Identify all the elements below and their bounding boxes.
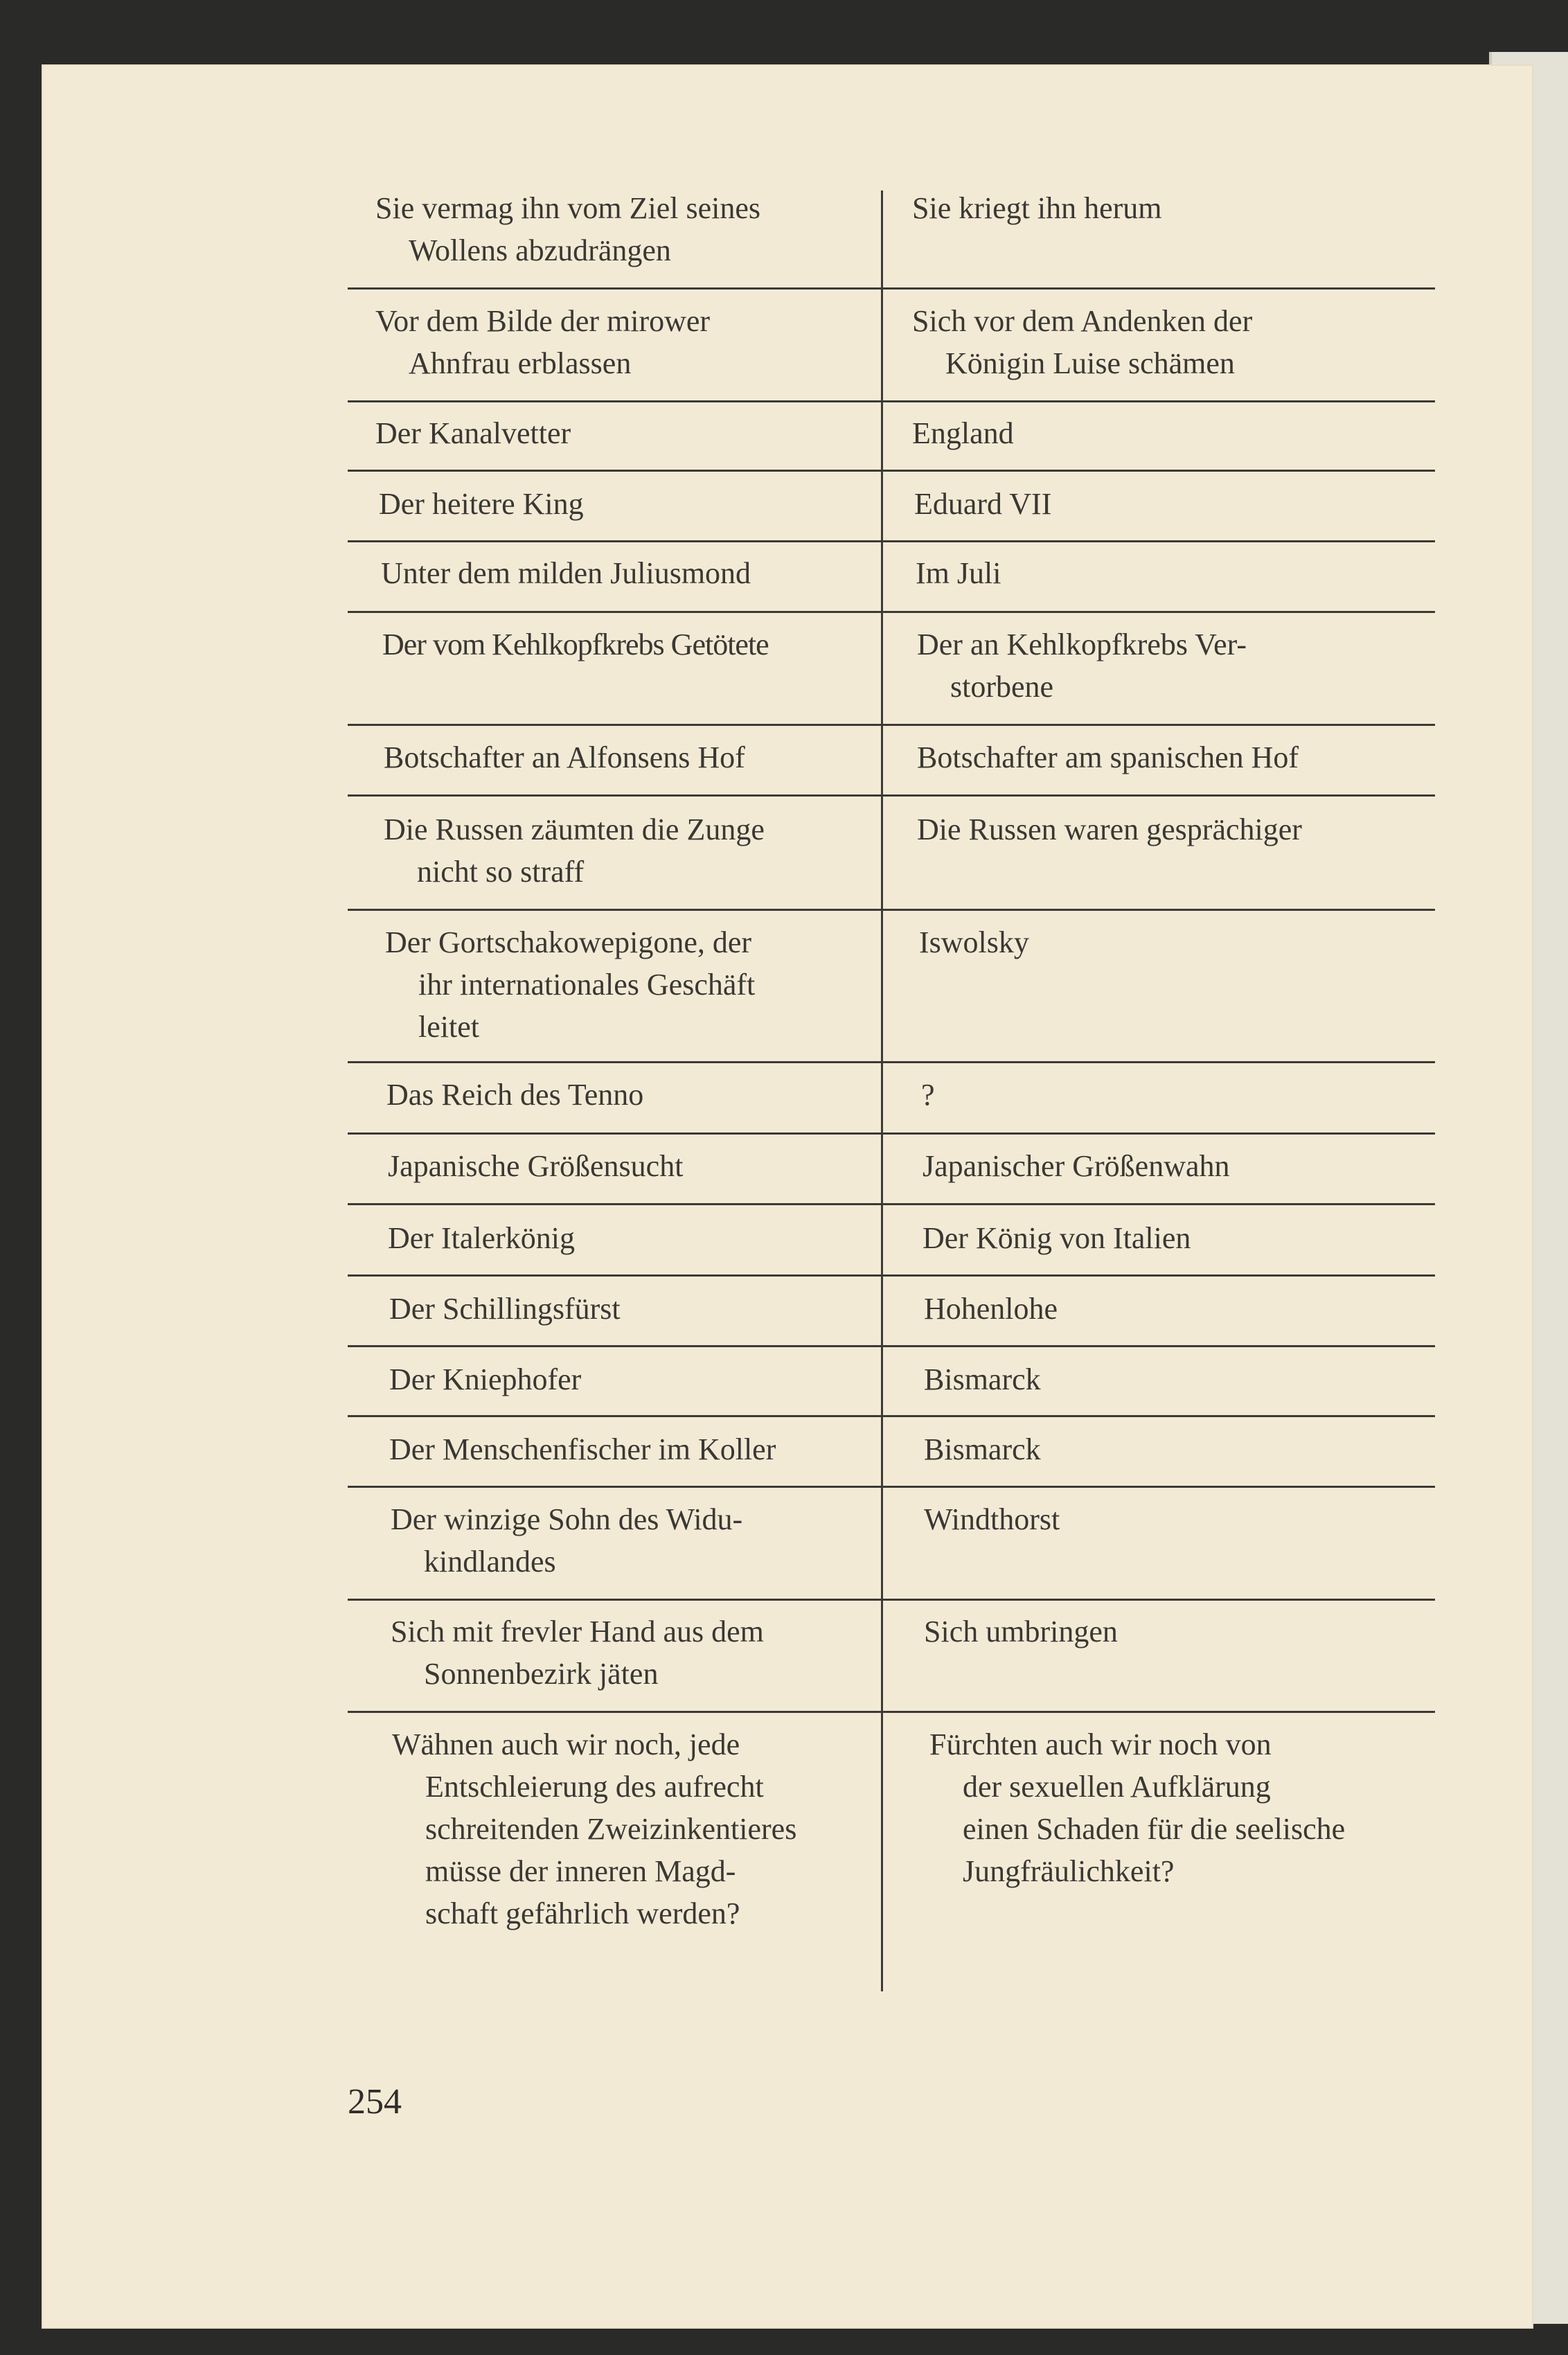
row-divider [348,540,1435,542]
row-9-right: Iswolsky [919,925,1029,959]
row-divider [348,1203,1435,1205]
row-15-right: Bismarck [924,1432,1041,1466]
page-number: 254 [348,2082,402,2122]
row-17-right: Sich umbringen [924,1615,1118,1648]
row-divider [348,470,1435,472]
row-divider [348,611,1435,613]
row-divider [348,400,1435,402]
row-14-right: Bismarck [924,1362,1041,1396]
row-14-left: Der Kniephofer [389,1362,582,1396]
row-divider [348,1345,1435,1347]
row-13-left: Der Schillingsfürst [389,1292,621,1326]
row-15-left: Der Menschenfischer im Koller [389,1432,776,1466]
row-16-right: Windthorst [924,1502,1060,1536]
row-8-right: Die Russen waren gesprächiger [917,812,1302,846]
row-6-left: Der vom Kehlkopfkrebs Getötete [382,628,769,661]
row-3-right: England [912,416,1014,450]
row-12-right: Der König von Italien [923,1221,1191,1255]
row-2-right: Sich vor dem Andenken der Königin Luise schämen [912,304,1253,380]
row-2-left: Vor dem Bilde der mirower Ahnfrau erblassen [375,304,711,380]
row-divider [348,1486,1435,1488]
row-5-right: Im Juli [916,556,1001,590]
row-divider [348,1061,1435,1063]
row-11-right: Japanischer Größenwahn [923,1149,1230,1183]
row-13-right: Hohenlohe [924,1292,1058,1326]
row-18-right: Fürchten auch wir noch von der sexuellen Aufklärung einen Schaden für die seelische Jungfräulichkeit? [929,1727,1346,1888]
row-4-left: Der heitere King [379,487,584,521]
row-divider [348,1415,1435,1417]
row-divider [348,1711,1435,1713]
row-12-left: Der Italerkönig [388,1221,575,1255]
row-8-left: Die Russen zäumten die Zunge nicht so straff [384,812,765,889]
row-18-left: Wähnen auch wir noch, jede Entschleierung des aufrecht schreitenden Zweizinkentieres müsse der inneren Magd- schaft gefährlich werden? [392,1727,797,1930]
row-7-left: Botschafter an Alfonsens Hof [384,740,745,774]
row-6-right: Der an Kehlkopfkrebs Ver- storbene [917,628,1247,704]
row-1-left: Sie vermag ihn vom Ziel seines Wollens abzudrängen [375,191,760,267]
row-divider [348,1132,1435,1135]
row-3-left: Der Kanalvetter [375,416,571,450]
row-16-left: Der winzige Sohn des Widu- kindlandes [391,1502,743,1579]
row-divider [348,724,1435,726]
row-17-left: Sich mit frevler Hand aus dem Sonnenbezirk jäten [391,1615,764,1691]
row-divider [348,1274,1435,1277]
row-divider [348,287,1435,290]
row-7-right: Botschafter am spanischen Hof [917,740,1299,774]
row-10-left: Das Reich des Tenno [386,1078,644,1112]
row-10-right: ? [921,1078,935,1112]
row-4-right: Eduard VII [914,487,1052,521]
row-9-left: Der Gortschakowepigone, der ihr internationales Geschäft leitet [385,925,756,1044]
row-5-left: Unter dem milden Juliusmond [381,556,751,590]
row-divider [348,794,1435,797]
book-page [43,66,1532,2327]
row-divider [348,1599,1435,1601]
row-divider [348,909,1435,911]
row-1-right: Sie kriegt ihn herum [912,191,1162,225]
row-11-left: Japanische Größensucht [388,1149,684,1183]
